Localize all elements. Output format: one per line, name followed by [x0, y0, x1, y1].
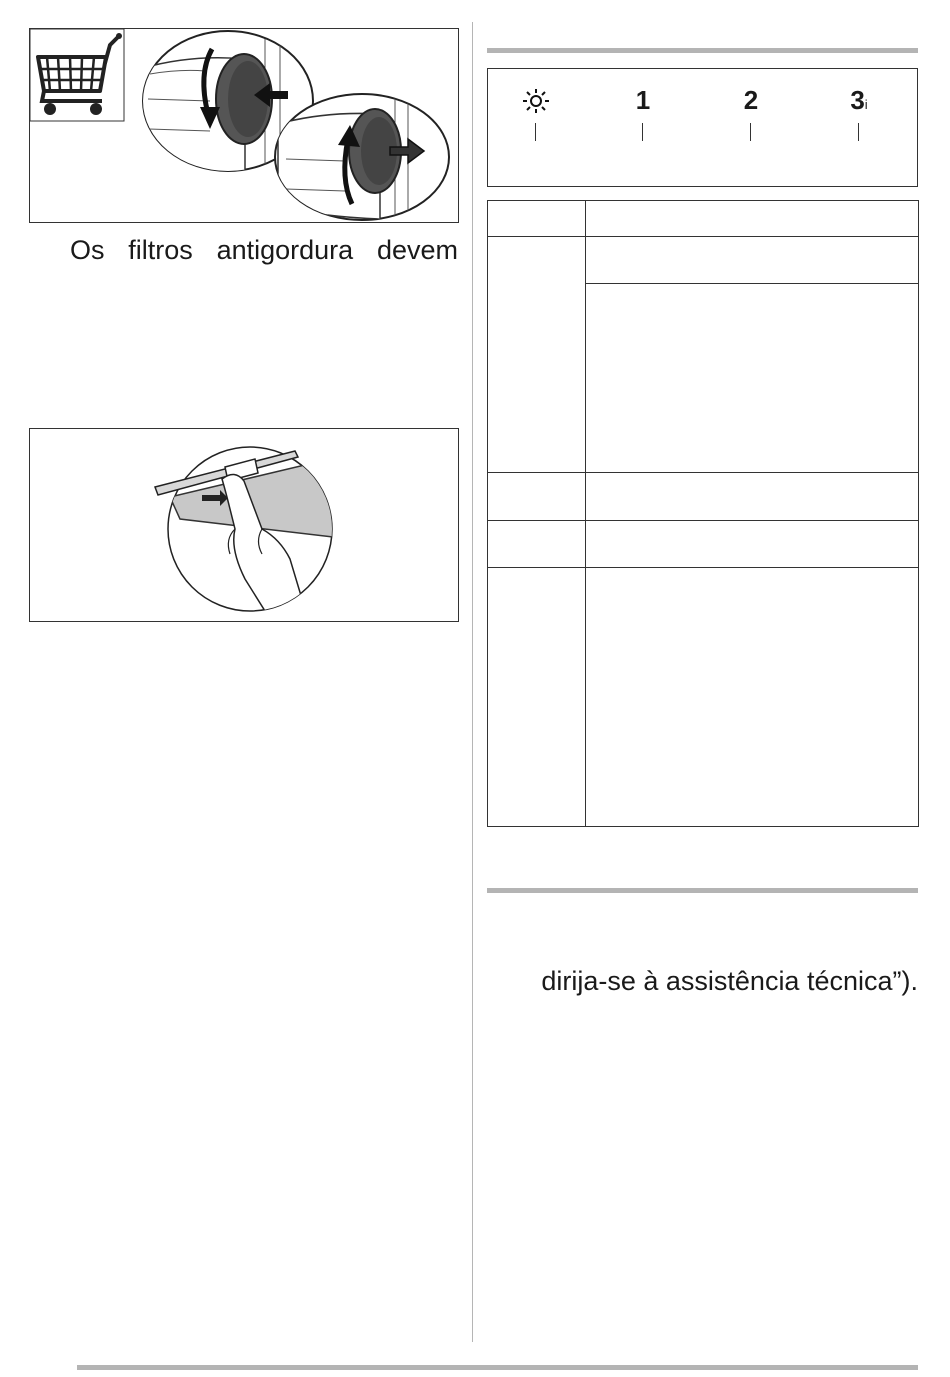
- table-row: [488, 237, 919, 284]
- table-row: [488, 201, 919, 237]
- section-rule-middle: [487, 888, 918, 893]
- filter-replacement-illustration: [30, 29, 458, 222]
- footer-rule: [77, 1365, 918, 1370]
- speed-3-suffix: i: [864, 97, 868, 112]
- table-cell: [488, 237, 586, 473]
- table-cell: [586, 568, 919, 827]
- control-panel-figure: [487, 68, 918, 187]
- speed-2-button: [731, 85, 771, 147]
- speed-1-label: 1: [635, 85, 651, 115]
- speed-2-label: 2: [743, 85, 759, 115]
- table-cell: [586, 473, 919, 521]
- table-row: [488, 568, 919, 827]
- light-button: [516, 87, 556, 147]
- section-rule-top: [487, 48, 918, 53]
- filter-release-illustration: [30, 429, 458, 621]
- table-row: [488, 521, 919, 568]
- speed-2-tick: [750, 123, 751, 141]
- speed-1-button: [623, 85, 663, 147]
- column-divider: [472, 22, 473, 1342]
- light-icon: [516, 87, 556, 115]
- speed-3-number: 3: [850, 85, 865, 115]
- table-cell: [586, 521, 919, 568]
- filter-detail-2: [275, 94, 449, 220]
- filter-replacement-figure: [29, 28, 459, 223]
- service-paragraph: dirija-se à assistência técnica”).: [541, 966, 918, 996]
- light-button-tick: [535, 123, 536, 141]
- table-cell: [488, 201, 586, 237]
- grease-filter-paragraph: Os filtros antigordura devem: [70, 235, 458, 265]
- table-cell: [586, 201, 919, 237]
- speed-1-tick: [642, 123, 643, 141]
- table-cell: [488, 521, 586, 568]
- speed-3-tick: [858, 123, 859, 141]
- controls-table: [487, 200, 919, 827]
- table-cell: [586, 284, 919, 473]
- table-cell: [586, 237, 919, 284]
- speed-3-intensive-button: [839, 85, 879, 147]
- table-cell: [488, 568, 586, 827]
- filter-release-figure: [29, 428, 459, 622]
- speed-3-label: [839, 85, 879, 116]
- table-row: [488, 473, 919, 521]
- table-cell: [488, 473, 586, 521]
